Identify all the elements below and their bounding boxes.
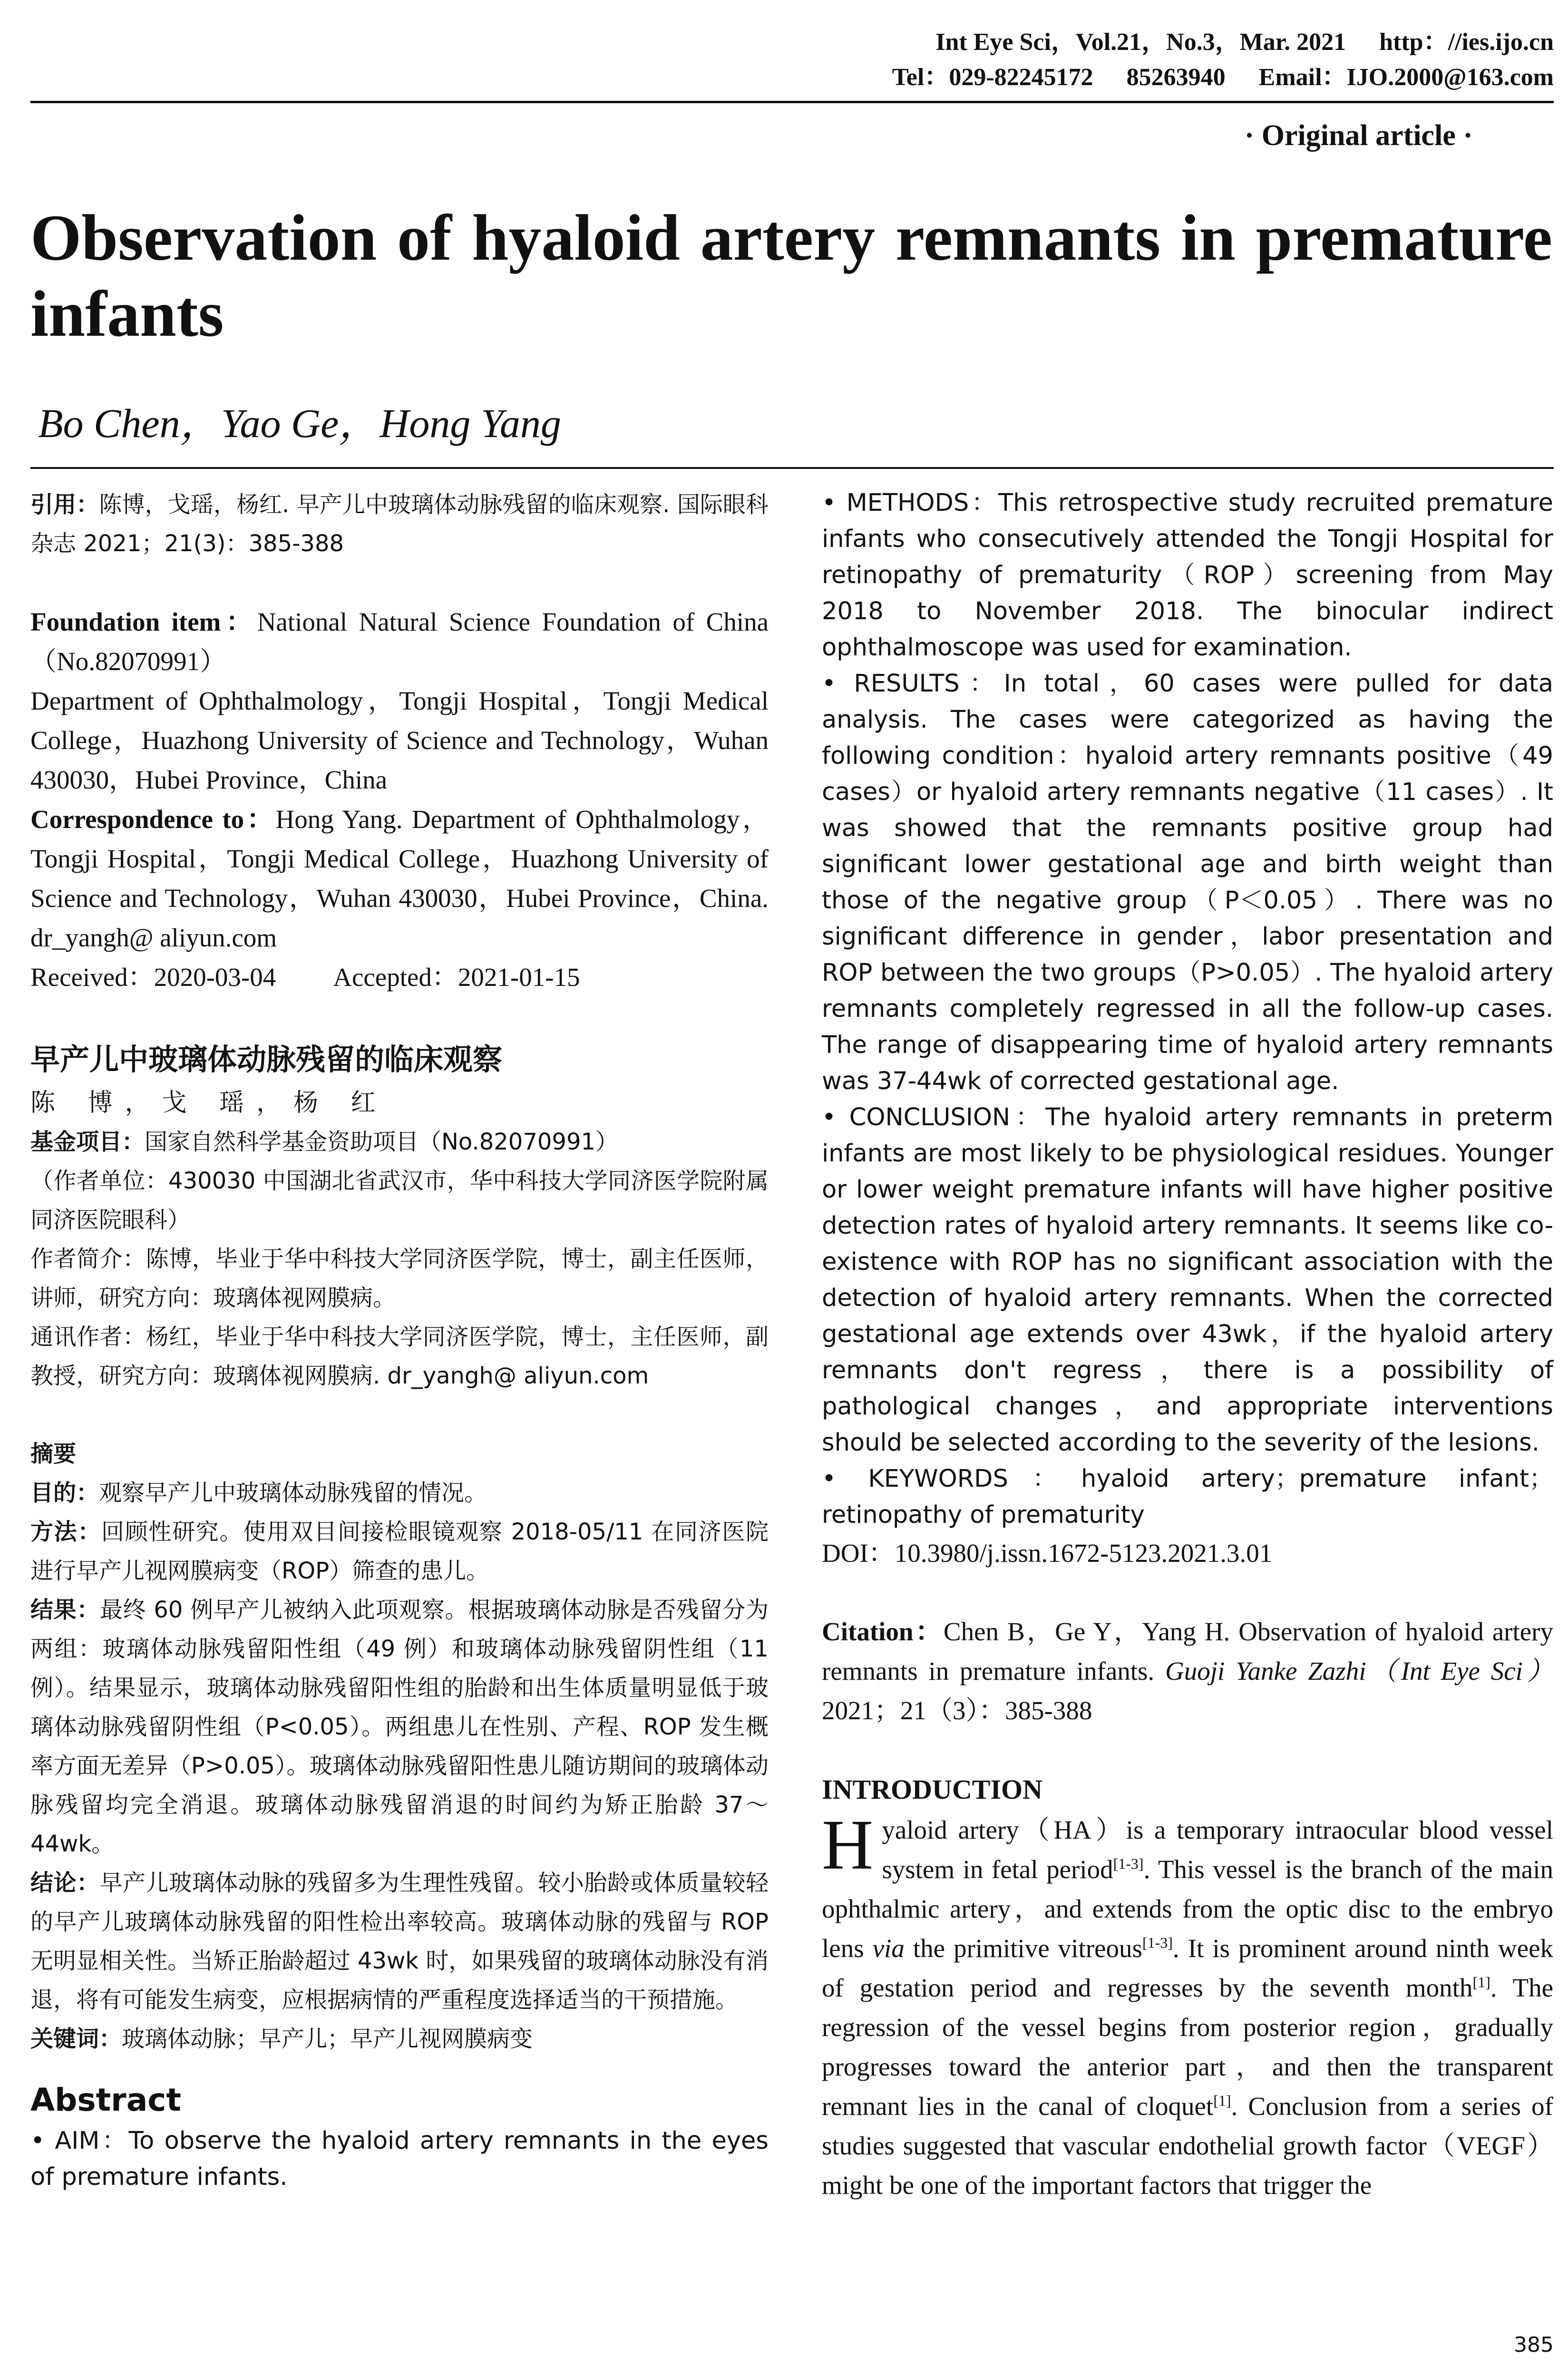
zh-methods-text: 回顾性研究。使用双目间接检眼镜观察 2018-05/11 在同济医院进行早产儿视网膜病变（ROP）筛查的患儿。 — [30, 1519, 769, 1584]
abstract-aim — [30, 2123, 769, 2195]
foundation-item — [30, 602, 769, 681]
abstract-results-label: • RESULTS： — [822, 670, 1004, 698]
zh-results-label: 结果： — [30, 1597, 100, 1623]
abstract-conclusion-text: The hyaloid artery remnants in preterm infants are most likely to be physiological residues. Younger or lower weight premature infants will have higher positive detection rates of hyaloid artery remnants. It seems like co-existence with ROP has no significant association with the detection of hyaloid artery remnants. When the corrected gestational age extends over 43wk，if the hyaloid artery remnants don't regress，there is a possibility of pathological changes，and appropriate interventions should be selected according to the severity of the lesions. — [822, 1103, 1553, 1457]
zh-bio: 作者简介：陈博，毕业于华中科技大学同济医学院，博士，副主任医师，讲师，研究方向：玻璃体视网膜病。 — [30, 1246, 769, 1311]
foundation-text: National Natural Science Foundation of China（No.82070991） — [30, 607, 769, 676]
citation — [822, 1612, 1553, 1730]
correspondence — [30, 799, 769, 957]
citation-text-a: Chen B，Ge Y，Yang H. Observation of hyaloid artery remnants in premature infants. — [822, 1617, 1553, 1685]
journal-info: Int Eye Sci，Vol.21，No.3，Mar. 2021 — [935, 29, 1346, 56]
zh-aim-text: 观察早产儿中玻璃体动脉残留的情况。 — [99, 1480, 487, 1506]
foundation-label: Foundation item： — [30, 607, 257, 636]
journal-tel: Tel：029-82245172 — [892, 64, 1093, 91]
citation-zh-text: 陈博，戈瑶，杨红. 早产儿中玻璃体动脉残留的临床观察. 国际眼科杂志 2021；21(3)：385-388 — [30, 491, 769, 557]
intro-via: via — [872, 1934, 905, 1963]
citation-text-b: 2021；21（3）：385-388 — [822, 1696, 1092, 1725]
zh-correspondence: 通讯作者：杨红，毕业于华中科技大学同济医学院，博士，主任医师，副教授，研究方向：玻璃体视网膜病. dr_yangh@ aliyun.com — [30, 1324, 769, 1389]
intro-s2: . This vessel is the branch of the main ophthalmic artery，and extends from the optic disc to the embryo lens — [822, 1855, 1553, 1963]
intro-ref3[interactable]: [1] — [1472, 1973, 1490, 1991]
article-type: · Original article · — [1244, 119, 1473, 152]
intro-s6: . Conclusion from a series of studies suggested that vascular endothelial growth factor（VEGF）might be one of the important factors that trigger the — [822, 2092, 1553, 2200]
received-date: Received：2020-03-04 — [30, 963, 276, 992]
intro-s4: . It is prominent around ninth week of gestation period and regresses by the seventh month — [822, 1934, 1554, 2002]
intro-s1: yaloid artery（HA）is a temporary intraocular blood vessel system in fetal period — [882, 1815, 1553, 1884]
journal-email[interactable]: Email：IJO.2000@163.com — [1258, 64, 1554, 91]
citation-zh-label: 引用： — [30, 491, 99, 518]
introduction-paragraph — [822, 1805, 1554, 2205]
abstract-methods-label: • METHODS： — [822, 489, 998, 517]
affiliation: Department of Ophthalmology，Tongji Hospital，Tongji Medical College，Huazhong University of Science and Technology，Wuhan 430030，Hubei Province，China — [30, 686, 769, 794]
zh-results — [30, 1590, 769, 1863]
abstract-aim-text: To observe the hyaloid artery remnants in the eyes of premature infants. — [30, 2127, 769, 2191]
zh-keywords-label: 关键词： — [30, 2026, 122, 2052]
zh-conclusion — [30, 1863, 769, 2019]
zh-results-text: 最终 60 例早产儿被纳入此项观察。根据玻璃体动脉是否残留分为两组：玻璃体动脉残留阳性组（49 例）和玻璃体动脉残留阴性组（11 例）。结果显示，玻璃体动脉残留阳性组的胎龄和出生体质量明显低于玻璃体动脉残留阴性组（P<0.05）。两组患儿在性别、产程、ROP 发生概率方面无差异（P>0.05）。玻璃体动脉残留阳性患儿随访期间的玻璃体动脉残留均完全消退。玻璃体动脉残留消退的时间约为矫正胎龄 37～44wk。 — [30, 1597, 769, 1857]
zh-fund — [30, 1122, 769, 1161]
intro-ref4[interactable]: [1] — [1213, 2092, 1231, 2109]
doi[interactable]: DOI：10.3980/j.issn.1672-5123.2021.3.01 — [822, 1539, 1273, 1568]
abstract-aim-label: • AIM： — [30, 2127, 129, 2155]
dates — [30, 957, 769, 997]
zh-conclusion-text: 早产儿玻璃体动脉的残留多为生理性残留。较小胎龄或体质量较轻的早产儿玻璃体动脉残留的阳性检出率较高。玻璃体动脉的残留与 ROP 无明显相关性。当矫正胎龄超过 43wk 时，如果残留的玻璃体动脉没有消退，将有可能发生病变，应根据病情的严重程度选择适当的干预措施。 — [30, 1870, 769, 2013]
journal-header — [859, 25, 1554, 95]
abstract-keywords-text: hyaloid artery；premature infant；retinopathy of prematurity — [822, 1465, 1554, 1529]
article-title: Observation of hyaloid artery remnants in premature infants — [30, 201, 1552, 350]
zh-methods-label: 方法： — [30, 1519, 102, 1545]
zh-methods — [30, 1512, 769, 1590]
abstract-results-text: In total，60 cases were pulled for data analysis. The cases were categorized as having the following condition：hyaloid artery remnants positive（49 cases）or hyaloid artery remnants negative（11 cases）. It was showed that the remnants positive group had significant lower gestational age and birth weight than those of the negative group（P＜0.05）. There was no significant difference in gender，labor presentation and ROP between the two groups（P>0.05）. The hyaloid artery remnants completely regressed in all the follow-up cases. The range of disappearing time of hyaloid artery remnants was 37-44wk of corrected gestational age. — [822, 670, 1553, 1095]
citation-journal: Guoji Yanke Zazhi（Int Eye Sci） — [1165, 1656, 1553, 1685]
citation-zh — [30, 485, 769, 563]
header-divider — [30, 101, 1554, 103]
introduction-heading: INTRODUCTION — [822, 1774, 1043, 1805]
zh-fund-label: 基金项目： — [30, 1129, 145, 1155]
abstract-conclusion-label: • CONCLUSION： — [822, 1103, 1045, 1131]
abstract-methods-text: This retrospective study recruited premature infants who consecutively attended the Tongji Hospital for retinopathy of prematurity（ROP）screening from May 2018 to November 2018. The binocular indirect ophthalmoscope was used for examination. — [822, 489, 1553, 662]
right-column — [822, 485, 1553, 2205]
journal-tel2: 85263940 — [1126, 64, 1226, 91]
zh-fund-text: 国家自然科学基金资助项目（No.82070991） — [145, 1129, 619, 1155]
correspondence-text: Hong Yang. Department of Ophthalmology，Tongji Hospital，Tongji Medical College，Huazhong University of Science and Technology，Wuhan 430030，Hubei Province，China. dr_yangh@ aliyun.com — [30, 805, 769, 952]
abstract-keywords-label: • KEYWORDS： — [822, 1465, 1081, 1493]
drop-cap: H — [822, 1805, 874, 1884]
accepted-date: Accepted：2021-01-15 — [333, 963, 580, 992]
zh-keywords-text: 玻璃体动脉；早产儿；早产儿视网膜病变 — [122, 2026, 533, 2052]
zh-aim — [30, 1473, 769, 1512]
intro-s5: . The regression of the vessel begins from posterior region，gradually progresses toward the anterior part，and then the transparent remnant lies in the canal of cloquet — [822, 1973, 1553, 2121]
abstract-heading: Abstract — [30, 2082, 181, 2118]
left-column — [30, 485, 769, 2195]
zh-keywords — [30, 2019, 769, 2058]
abstract-results — [822, 666, 1553, 1100]
intro-ref2[interactable]: [1-3] — [1142, 1934, 1173, 1951]
zh-authors: 陈 博，戈 瑶，杨 红 — [30, 1089, 388, 1117]
authors-divider — [30, 467, 1554, 469]
zh-conclusion-label: 结论： — [30, 1870, 100, 1896]
zh-title: 早产儿中玻璃体动脉残留的临床观察 — [30, 1042, 503, 1077]
abstract-conclusion — [822, 1100, 1553, 1461]
intro-ref1[interactable]: [1-3] — [1113, 1855, 1144, 1872]
citation-label: Citation： — [822, 1617, 944, 1646]
zh-affiliation: （作者单位：430030 中国湖北省武汉市，华中科技大学同济医学院附属同济医院眼科） — [30, 1168, 769, 1233]
abstract-keywords — [822, 1461, 1553, 1533]
article-authors: Bo Chen，Yao Ge，Hong Yang — [38, 400, 561, 446]
intro-s3: the primitive vitreous — [913, 1934, 1142, 1963]
page-number: 385 — [1514, 2333, 1554, 2357]
abstract-methods — [822, 485, 1553, 666]
journal-url[interactable]: http：//ies.ijo.cn — [1379, 29, 1554, 56]
zh-abstract-heading: 摘要 — [30, 1441, 77, 1467]
zh-aim-label: 目的： — [30, 1480, 99, 1506]
correspondence-label: Correspondence to： — [30, 805, 276, 834]
